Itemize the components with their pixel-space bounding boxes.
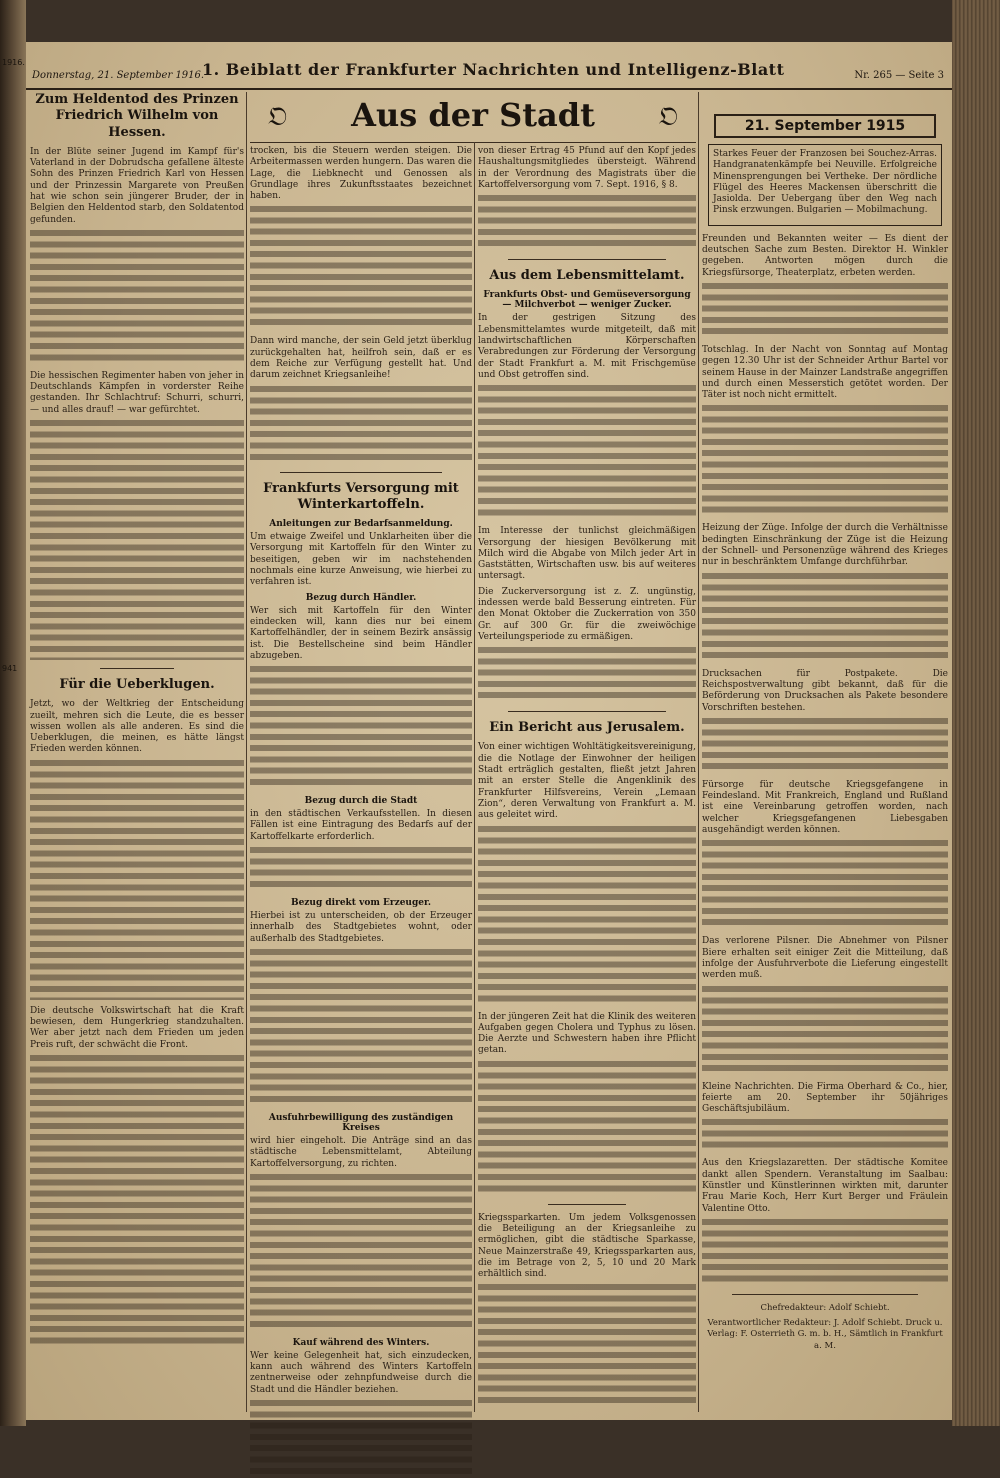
- article-text: Starkes Feuer der Franzosen bei Souchez-Arras. Handgranatenkämpfe bei Neuville. Erfolgreiche Minensprengungen bei Vertheke. Der nördliche Flügel des Heeres Mackensen überschritt die Jasiolda. Der Uebergang über den Weg nach Pinsk erzwungen. Bulgarien — Mobilmachung.: [713, 149, 937, 216]
- header-date: Donnerstag, 21. September 1916.: [32, 70, 205, 81]
- article-text-block: [702, 718, 948, 774]
- divider: [280, 472, 442, 473]
- article-subheading: Kauf während des Winters.: [292, 1337, 430, 1348]
- article-text-block: [702, 573, 948, 663]
- article-subheading: Ausfuhrbewilligung des zuständigen Kreises: [268, 1112, 454, 1133]
- article-heading: Frankfurts Versorgung mit Winterkartoffeln.: [263, 480, 459, 512]
- article-text: wird hier eingeholt. Die Anträge sind an das städtische Lebensmittelamt, Abteilung Kartoffelversorgung, zu richten.: [250, 1135, 472, 1169]
- imprint: Verantwortlicher Redakteur: J. Adolf Schiebt. Druck u. Verlag: F. Osterrieth G. m. b. H., Sämtlich in Frankfurt a. M.: [707, 1318, 943, 1351]
- article-text: Die hessischen Regimenter haben von jeher in Deutschlands Kämpfen in vorderster Reihe gestanden. Ihr Schlachtruf: Schurri, schurri, — und alles drauf! — war gefürchtet.: [30, 370, 244, 415]
- article-text: Freunden und Bekannten weiter — Es dient der deutschen Sache zum Besten. Direktor H. Winkler gegeben. Antworten mögen durch die Kriegsfürsorge, Theaterplatz, erbeten werden.: [702, 233, 948, 278]
- section-banner: [250, 92, 696, 143]
- article-text-block: [30, 420, 244, 660]
- article-text: Wer sich mit Kartoffeln für den Winter eindecken will, kann dies nur bei einem Kartoffelhändler, der in seinem Bezirk ansässig ist. Die Bestellscheine sind beim Händler abzugeben.: [250, 605, 472, 661]
- article-heading: Aus dem Lebensmittelamt.: [489, 268, 685, 284]
- book-page-edges: [952, 0, 1000, 1426]
- article-text-block: [702, 840, 948, 930]
- article-heading: Zum Heldentod des Prinzen Friedrich Wilhelm von Hessen.: [35, 92, 239, 140]
- column-3: [478, 146, 696, 1466]
- divider: [732, 1294, 918, 1295]
- article-text-block: [250, 666, 472, 790]
- article-text-block: [478, 826, 696, 1006]
- editor-credit: Chefredakteur: Adolf Schiebt.: [760, 1302, 890, 1313]
- article-text-block: [30, 760, 244, 1000]
- article-heading: Für die Ueberklugen.: [59, 677, 215, 693]
- article-text-block: [702, 1119, 948, 1152]
- article-text-block: [250, 847, 472, 892]
- article-text-block: [478, 1061, 696, 1196]
- article-text: Aus den Kriegslazaretten. Der städtische Komitee dankt allen Spendern. Veranstaltung im Saalbau: Künstler und Künstlerinnen wirkten mit, darunter Frau Marie Koch, Herr Kurt Berger und Fräulein Valentine Otto.: [702, 1158, 948, 1214]
- header-page-number: Nr. 265 — Seite 3: [854, 70, 944, 81]
- newspaper-page: [26, 42, 952, 1420]
- page-header: [26, 42, 952, 90]
- divider: [508, 259, 666, 260]
- article-text-block: [250, 206, 472, 330]
- date-box: 21. September 1915: [714, 114, 936, 138]
- article-text: Drucksachen für Postpakete. Die Reichspostverwaltung gibt bekannt, daß für die Beförderung von Drucksachen als Pakete besondere Vorschriften bestehen.: [702, 668, 948, 713]
- article-text: Hierbei ist zu unterscheiden, ob der Erzeuger innerhalb des Stadtgebietes wohnt, oder außerhalb des Stadtgebietes.: [250, 911, 472, 944]
- article-text: Um etwaige Zweifel und Unklarheiten über die Versorgung mit Kartoffeln für den Winter zu beseitigen, geben wir im nachstehenden nochmals eine kurze Anweisung, wie hierbei zu verfahren ist.: [250, 532, 472, 588]
- edge-fragment: 941: [2, 664, 18, 673]
- article-subheading: Frankfurts Obst- und Gemüseversorgung — Milchverbot — weniger Zucker.: [483, 290, 691, 311]
- article-text-block: [250, 1174, 472, 1332]
- article-text: Jetzt, wo der Weltkrieg der Entscheidung zueilt, mehren sich die Leute, die es besser wissen wollen als alle anderen. Es sind die Ueberklugen, die meinen, es hätte längst Frieden werden können.: [30, 699, 244, 755]
- article-text: Wer keine Gelegenheit hat, sich einzudecken, kann auch während des Winters Kartoffeln zentnerweise oder zehnpfundweise durch die Stadt und die Händler beziehen.: [250, 1350, 472, 1395]
- article-subheading: Anleitungen zur Bedarfsanmeldung.: [269, 519, 453, 530]
- article-text: von dieser Ertrag 45 Pfund auf den Kopf jedes Haushaltungsmitgliedes übersteigt. Während in der Verordnung des Magistrats über die Kartoffelversorgung vom 7. Sept. 1916, § 8.: [478, 146, 696, 190]
- article-text-block: [702, 986, 948, 1076]
- article-text: Fürsorge für deutsche Kriegsgefangene in Feindesland. Mit Frankreich, England und Rußland ist eine Vereinbarung getroffen worden, nach welcher Kriegsgefangenen Liebesgaben ausgehändigt werden können.: [702, 779, 948, 836]
- column-1: [30, 92, 244, 1412]
- article-text-block: [478, 647, 696, 703]
- divider: [548, 1204, 626, 1205]
- article-subheading: Bezug direkt vom Erzeuger.: [290, 898, 432, 909]
- column-4: [702, 110, 948, 1430]
- war-chronicle-box: [708, 144, 942, 226]
- article-text-block: [478, 195, 696, 251]
- article-text: In der jüngeren Zeit hat die Klinik des weiteren Aufgaben gegen Cholera und Typhus zu lösen. Die Aerzte und Schwestern haben ihre Pflicht getan.: [478, 1011, 696, 1056]
- book-binding-left: [0, 0, 26, 1426]
- article-text: Totschlag. In der Nacht von Sonntag auf Montag gegen 12.30 Uhr ist der Schneider Arthur Bartel vor seinem Hause in der Mainzer Landstraße angegriffen und durch einen Messerstich getötet worden. Der Täter ist noch nicht ermittelt.: [702, 344, 948, 401]
- article-text-block: [250, 386, 472, 464]
- article-text-block: [30, 1055, 244, 1347]
- article-text-block: [478, 1284, 696, 1408]
- column-rule: [698, 92, 699, 1412]
- article-text-block: [478, 385, 696, 520]
- article-text: Im Interesse der tunlichst gleichmäßigen Versorgung der hiesigen Bevölkerung mit Milch wird die Abgabe von Milch jeder Art in Gaststätten, Wirtschaften usw. bis auf weiteres untersagt.: [478, 526, 696, 582]
- divider: [508, 711, 666, 712]
- column-rule: [246, 92, 247, 1412]
- ornament-right: 𝔒: [658, 102, 678, 132]
- article-text: Kleine Nachrichten. Die Firma Oberhard & Co., hier, feierte am 20. September ihr 50jähriges Geschäftsjubiläum.: [702, 1081, 948, 1115]
- article-heading: Ein Bericht aus Jerusalem.: [489, 720, 685, 736]
- article-text: Die deutsche Volkswirtschaft hat die Kraft bewiesen, dem Hungerkrieg standzuhalten. Wer aber jetzt nach dem Frieden um jeden Preis ruft, der schwächt die Front.: [30, 1005, 244, 1050]
- edge-fragment: 1916.: [2, 58, 25, 67]
- article-text: In der Blüte seiner Jugend im Kampf für's Vaterland in der Dobrudscha gefallene älteste Sohn des Prinzen Friedrich Karl von Hessen und der Prinzessin Margarete von Preußen hat wie schon sein jüngerer Bruder, der in Belgien den Heldentod starb, den Soldatentod gefunden.: [30, 146, 244, 225]
- article-text: Die Zuckerversorgung ist z. Z. ungünstig, indessen werde bald Besserung eintreten. Für den Monat Oktober die Zuckerration von 350 Gr. auf 300 Gr. für die zweiwöchige Verteilungsperiode zu ermäßigen.: [478, 586, 696, 642]
- article-text-block: [702, 283, 948, 339]
- article-text: Dann wird manche, der sein Geld jetzt überklug zurückgehalten hat, heilfroh sein, daß er es dem Reiche zur Verfügung gestellt hat. Und darum zeichnet Kriegsanleihe!: [250, 336, 472, 381]
- column-2: [250, 146, 472, 1466]
- article-text-block: [702, 405, 948, 517]
- article-text-block: [250, 949, 472, 1107]
- article-subheading: Bezug durch Händler.: [305, 592, 417, 603]
- article-text: trocken, bis die Steuern werden steigen. Die Arbeitermassen werden hungern. Das waren die Lage, die Liebknecht und Genossen als Grundlage ihres Zukunftsstaates bezeichnet haben.: [250, 146, 472, 202]
- article-text: Von einer wichtigen Wohltätigkeitsvereinigung, die die Notlage der Einwohner der heiligen Stadt erträglich gestalten, fließt jetzt Jahren mit an erster Stelle die Angenklinik des Frankfurter Hilfsvereins, Verein „Lemaan Zion“, deren Verwaltung von Frankfurt a. M. aus geleitet wird.: [478, 742, 696, 821]
- article-text-block: [250, 1400, 472, 1478]
- article-text: Heizung der Züge. Infolge der durch die Verhältnisse bedingten Einschränkung der Züge ist die Heizung der Schnell- und Personenzüge während des Krieges nur in beschränktem Umfange durchführbar.: [702, 523, 948, 568]
- article-text: Das verlorene Pilsner. Die Abnehmer von Pilsner Biere erhalten seit einiger Zeit die Mitteilung, daß infolge der Ausfuhrverbote die Lieferung eingestellt werden muß.: [702, 936, 948, 981]
- column-rule: [474, 142, 475, 1412]
- article-text: In der gestrigen Sitzung des Lebensmittelamtes wurde mitgeteilt, daß mit landwirtschaftlichen Körperschaften Verabredungen zur Förderung der Versorgung der Stadt Frankfurt a. M. mit Frischgemüse und Obst getroffen sind.: [478, 313, 696, 380]
- article-text-block: [30, 230, 244, 365]
- article-text: in den städtischen Verkaufsstellen. In diesen Fällen ist eine Eintragung des Bedarfs auf der Kartoffelkarte erforderlich.: [250, 809, 472, 842]
- header-masthead: 1. Beiblatt der Frankfurter Nachrichten und Intelligenz-Blatt: [202, 60, 785, 79]
- section-title: Aus der Stadt: [351, 96, 595, 134]
- ornament-left: 𝔒: [268, 102, 288, 132]
- article-subheading: Bezug durch die Stadt: [304, 796, 418, 807]
- article-text: Kriegssparkarten. Um jedem Volksgenossen die Beteiligung an der Kriegsanleihe zu ermöglichen, gibt die städtische Sparkasse, Neue Mainzerstraße 49, Kriegssparkarten aus, die im Betrage von 2, 5, 10 und 20 Mark erhältlich sind.: [478, 1212, 696, 1280]
- divider: [100, 668, 174, 669]
- article-text-block: [702, 1219, 948, 1286]
